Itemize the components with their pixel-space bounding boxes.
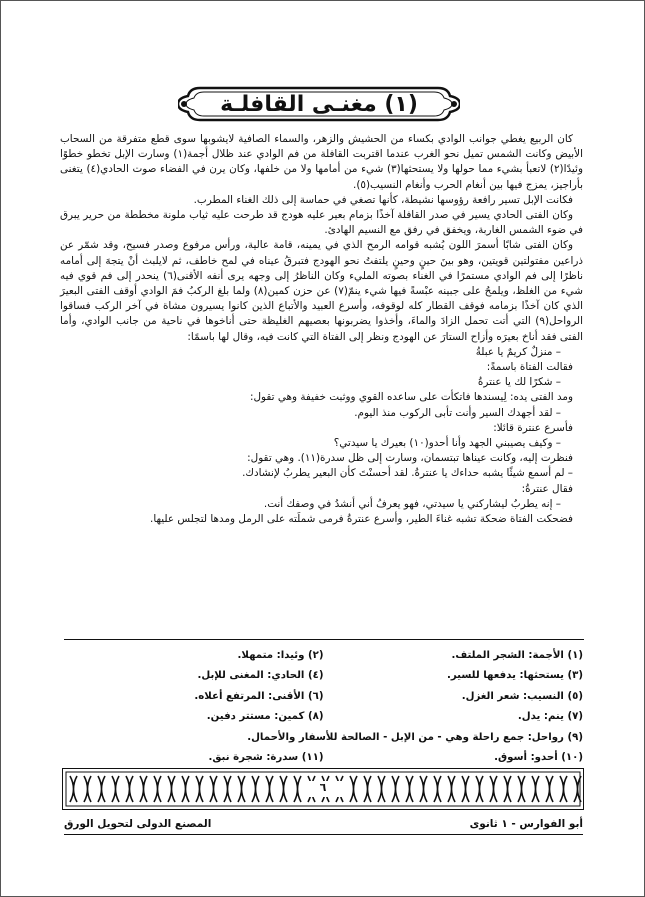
dialogue-line: – وكيف يصيبني الجهد وأنا أحدو(١٠) بعيرك يا سيدتي؟ xyxy=(333,437,561,450)
footnote-row xyxy=(64,748,583,769)
footnote-row xyxy=(64,727,583,748)
footnote-row xyxy=(64,645,583,666)
footnote: (٩) رواحل: جمع راحلة وهي - من الإبل - الصالحة للأسفار والأحمال. xyxy=(247,731,583,743)
paragraph: وكان الفتى شابًا أسمرَ اللون يُشبه قوامه الرمح الذي في يمينه، قامة عالية، ورأس مرفوع وصدر فسيح، وقد شمّر عن ذراعين مفتولتين قويتين، وهو بينَ حينٍ وحينٍ يلتفتُ نحو الهودج فتبرقُ عيناه في لمح خاطف، ثم لايلبث أنْ يتجهَ إلى أمامه ناظرًا إلى فم الوادي مستمرًا في الغناء بصوته المليء وكان الناظرُ إلى وجهه يرى أنفه الأقنى(٦) ينحدر إلى فم قوي فيه شيء من الغلظ، ويلمحُ على جبينه عبْسةً فيها شيء ينمّ(٧) عن حزن كمين(٨) ولما بلغ الركبُ فمَ الوادي أوقف الفتى البعيرَ الذي كان آخذًا بزمامه فوقف القطار كله لوقوفه، وأسرع العبيد والأتباع الذين كانوا يسيرون مشاة في آخر الركب فساقوا الرواحل(٩) التي أتت تحمل الزادَ والماءَ، وأخذوا يضربونها بعصيهم الغليظة حتى أناخوها في ناحية من جانب الوادي، وأما الفتى فقد أناخ بعيرَه وأزاح الستارَ عن الهودج ونظر إلى الفتاة التي كانت فيه، وقال لها باسمًا: xyxy=(60,239,583,343)
footnotes xyxy=(64,645,583,768)
footnote: (٢) وئيدا: متمهلا. xyxy=(237,649,324,661)
page-footer xyxy=(64,818,583,835)
dialogue-line: – لقد أجهدك السير وأنت تأبى الركوب منذ اليوم. xyxy=(354,406,561,419)
dialogue-line: – شكرًا لك يا عنترةُ xyxy=(477,376,561,389)
paragraph: كان الربيع يغطي جوانب الوادي بكساء من الحشيش والزهر، والسماء الصافية لايشوبها سوى قطع متفرقة من السحاب الأبيض وكانت الشمس تميل نحو الغرب عندما اقتربت القافلة من فم الوادي عند ظلال أجمة(١) وسارت الإبل تخطو خطوًا وئيدًا(٢) لاتعبأ بشيء مما حولها ولا يستحثها(٣) شيء من أمامها ولا من خلفها، وكان يرن في الفضاء صوت الحادي(٤) يتغنى بأراجيز، يمزج فيها بين أنغام الحرب وأنغام النسيب(٥). xyxy=(60,133,583,191)
dialogue-line: – منزلٌ كريمٌ يا عبلةُ xyxy=(475,345,561,358)
footnote: (١٠) أحدو: أسوق. xyxy=(494,752,583,764)
footer-publisher: المصنع الدولى لتحويل الورق xyxy=(64,818,212,830)
dialogue-line: فقال عنترةُ: xyxy=(521,482,573,495)
footnote: (٣) يستحثها: يدفعها للسير. xyxy=(446,670,583,682)
footnote-row xyxy=(64,686,583,707)
dialogue-line: فقالت الفتاة باسمةً: xyxy=(486,361,573,374)
footnote: (٨) كمين: مستتر دفين. xyxy=(206,711,324,723)
dialogue-line: ومد الفتى يده: لِيسندها فاتكأت على ساعده القوي ووثبت خفيفة وهي تقول: xyxy=(250,391,573,404)
dialogue-line: فضحكت الفتاة ضحكة تشبه غناءَ الطير، وأسرع عنترةُ فرمى شملَته على الرمل ومدها لتجلس عليها. xyxy=(150,513,573,526)
footnote-divider xyxy=(64,639,584,640)
footnote: (٥) النسيب: شعر الغزل. xyxy=(461,690,583,702)
page-number: ٦ xyxy=(303,781,343,797)
footnote: (١) الأجمة: الشجر الملتف. xyxy=(451,649,583,661)
article-body xyxy=(60,132,583,527)
footnote-row xyxy=(64,707,583,728)
page-title: (١) مغنـى القافلـة xyxy=(220,91,418,117)
footnote: (٧) ينم: يدل. xyxy=(517,711,583,723)
footnote: (٤) الحادي: المغنى للإبل. xyxy=(197,670,324,682)
footnote: (٦) الأقنى: المرتفع أعلاه. xyxy=(194,690,324,702)
dialogue-line: فنظرت إليه، وكانت عيناها تبتسمان، وسارت إلى ظل سدرة(١١). وهي تقول: xyxy=(247,452,573,465)
paragraph: فكانت الإبل تسير رافعة رؤوسها نشيطة، كأنها تصغي في حماسة إلى ذلك الغناء المطرب. xyxy=(193,193,573,206)
dialogue-line: – لم أسمع شيئًا يشبه حداءك يا عنترةُ. لقد أحسنْتَ كأن البعير يطربُ لإنشادك. xyxy=(242,467,573,480)
footer-book-title: أبو الفوارس - ١ ثانوى xyxy=(469,818,583,830)
footnote-row xyxy=(64,666,583,687)
dialogue-line: فأسرع عنترة قائلا: xyxy=(493,421,573,434)
dialogue-block xyxy=(60,345,583,527)
title-ornament xyxy=(178,84,460,124)
paragraph: وكان الفتى الحادي يسير في صدر القافلة آخذًا بزمام بعير عليه هودج قد طرحت عليه ثياب ملونة مخططة من حرير يبرق في ضوء الشمس الغاربة، ويخفق في رفق مع النسيم الهادئ. xyxy=(60,209,583,237)
dialogue-line: – إنه يطربُ ليشاركني يا سيدتي، فهو يعرفُ أني أنشدُ في وصفك أنت. xyxy=(263,497,561,510)
footnote: (١١) سدرة: شجرة نبق. xyxy=(208,752,324,764)
